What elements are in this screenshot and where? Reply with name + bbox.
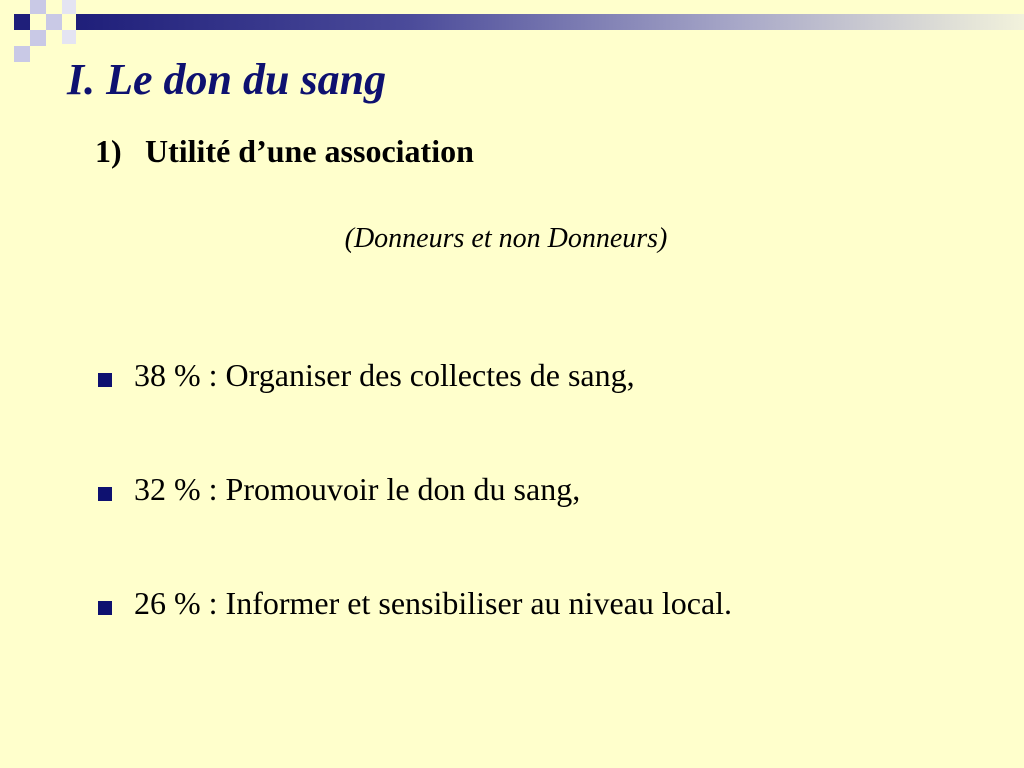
deco-square bbox=[30, 30, 46, 46]
banner-bar bbox=[76, 14, 1024, 30]
deco-square bbox=[14, 46, 30, 62]
deco-square bbox=[14, 14, 30, 30]
list-item-text: 32 % : Promouvoir le don du sang, bbox=[134, 471, 581, 507]
section-heading bbox=[95, 134, 474, 169]
square-bullet-icon bbox=[98, 487, 112, 501]
section-number: 1) bbox=[95, 133, 122, 169]
list-item-text: 38 % : Organiser des collectes de sang, bbox=[134, 357, 635, 393]
audience-note-text: (Donneurs et non Donneurs) bbox=[344, 223, 668, 254]
list-item bbox=[98, 472, 732, 586]
audience-note bbox=[0, 224, 1024, 255]
deco-square bbox=[62, 0, 76, 14]
list-item bbox=[98, 586, 732, 700]
list-item bbox=[98, 358, 732, 472]
square-bullet-icon bbox=[98, 373, 112, 387]
deco-square bbox=[62, 30, 76, 44]
square-bullet-icon bbox=[98, 601, 112, 615]
section-label: Utilité d’une association bbox=[145, 133, 474, 169]
list-item-text: 26 % : Informer et sensibiliser au niveau local. bbox=[134, 585, 733, 621]
slide-title: I. Le don du sang bbox=[67, 55, 387, 104]
bullet-list bbox=[98, 358, 732, 700]
deco-square bbox=[46, 14, 62, 30]
deco-square bbox=[30, 0, 46, 14]
